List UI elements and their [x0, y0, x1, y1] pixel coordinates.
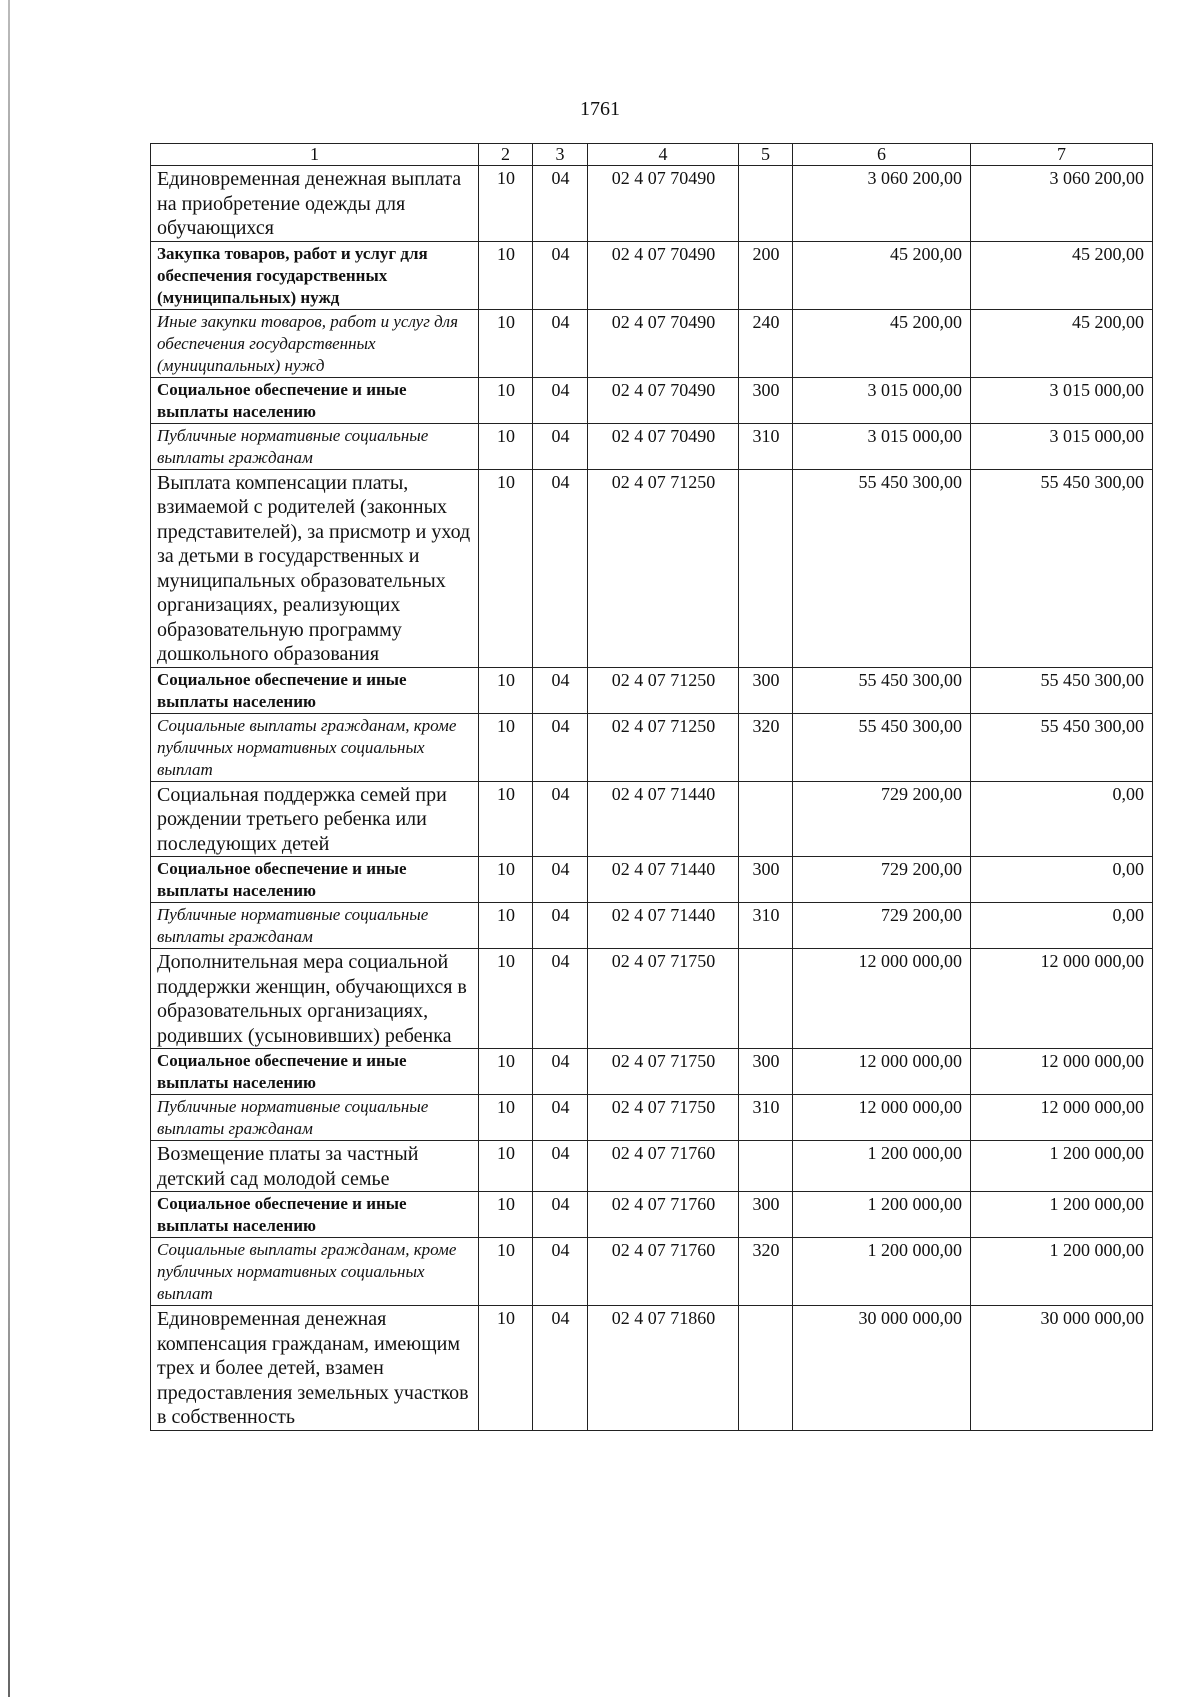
item-name: Социальное обеспечение и иные выплаты населению	[151, 667, 479, 713]
target-article-code: 02 4 07 71760	[588, 1192, 739, 1238]
amount-col7: 55 450 300,00	[971, 667, 1153, 713]
subsection-code: 04	[533, 1049, 588, 1095]
expense-type-code	[739, 949, 793, 1049]
amount-col6: 45 200,00	[793, 309, 971, 377]
table-row	[151, 713, 1153, 781]
subsection-code: 04	[533, 1306, 588, 1431]
section-code: 10	[479, 781, 533, 857]
amount-col7: 0,00	[971, 857, 1153, 903]
section-code: 10	[479, 667, 533, 713]
table-row	[151, 309, 1153, 377]
target-article-code: 02 4 07 70490	[588, 423, 739, 469]
amount-col6: 3 015 000,00	[793, 423, 971, 469]
table-row	[151, 1049, 1153, 1095]
subsection-code: 04	[533, 667, 588, 713]
subsection-code: 04	[533, 166, 588, 242]
table-row	[151, 949, 1153, 1049]
item-name: Социальное обеспечение и иные выплаты населению	[151, 377, 479, 423]
item-name: Социальное обеспечение и иные выплаты населению	[151, 1192, 479, 1238]
item-name: Возмещение платы за частный детский сад молодой семье	[151, 1141, 479, 1192]
expense-type-code: 320	[739, 713, 793, 781]
table-row	[151, 781, 1153, 857]
target-article-code: 02 4 07 71860	[588, 1306, 739, 1431]
amount-col6: 1 200 000,00	[793, 1238, 971, 1306]
section-code: 10	[479, 1141, 533, 1192]
header-cell: 1	[151, 144, 479, 166]
amount-col7: 55 450 300,00	[971, 469, 1153, 667]
amount-col6: 30 000 000,00	[793, 1306, 971, 1431]
header-cell: 4	[588, 144, 739, 166]
target-article-code: 02 4 07 70490	[588, 241, 739, 309]
amount-col6: 55 450 300,00	[793, 667, 971, 713]
expense-type-code: 300	[739, 1049, 793, 1095]
table-row	[151, 1095, 1153, 1141]
amount-col6: 45 200,00	[793, 241, 971, 309]
table-row	[151, 1238, 1153, 1306]
subsection-code: 04	[533, 1095, 588, 1141]
target-article-code: 02 4 07 71250	[588, 667, 739, 713]
subsection-code: 04	[533, 469, 588, 667]
item-name: Социальное обеспечение и иные выплаты населению	[151, 857, 479, 903]
subsection-code: 04	[533, 1141, 588, 1192]
amount-col7: 12 000 000,00	[971, 1095, 1153, 1141]
expense-type-code	[739, 166, 793, 242]
target-article-code: 02 4 07 71750	[588, 1049, 739, 1095]
expense-type-code: 200	[739, 241, 793, 309]
table-row	[151, 469, 1153, 667]
amount-col7: 3 015 000,00	[971, 377, 1153, 423]
section-code: 10	[479, 166, 533, 242]
subsection-code: 04	[533, 857, 588, 903]
section-code: 10	[479, 423, 533, 469]
amount-col7: 45 200,00	[971, 241, 1153, 309]
expense-type-code: 310	[739, 1095, 793, 1141]
subsection-code: 04	[533, 377, 588, 423]
budget-table	[150, 143, 1153, 1431]
item-name: Выплата компенсации платы, взимаемой с родителей (законных представителей), за присмотр и уход за детьми в государственных и муниципальных образовательных организациях, реализующих образовательную программу дошкольного образования	[151, 469, 479, 667]
scan-edge-shadow	[8, 0, 10, 1697]
target-article-code: 02 4 07 71750	[588, 949, 739, 1049]
subsection-code: 04	[533, 949, 588, 1049]
item-name: Социальная поддержка семей при рождении третьего ребенка или последующих детей	[151, 781, 479, 857]
amount-col7: 30 000 000,00	[971, 1306, 1153, 1431]
section-code: 10	[479, 949, 533, 1049]
table-row	[151, 423, 1153, 469]
amount-col7: 12 000 000,00	[971, 949, 1153, 1049]
header-cell: 7	[971, 144, 1153, 166]
item-name: Социальное обеспечение и иные выплаты населению	[151, 1049, 479, 1095]
header-row	[151, 144, 1153, 166]
table-row	[151, 857, 1153, 903]
amount-col7: 0,00	[971, 903, 1153, 949]
expense-type-code: 300	[739, 1192, 793, 1238]
section-code: 10	[479, 1238, 533, 1306]
item-name: Социальные выплаты гражданам, кроме публичных нормативных социальных выплат	[151, 713, 479, 781]
expense-type-code: 300	[739, 857, 793, 903]
subsection-code: 04	[533, 781, 588, 857]
amount-col7: 12 000 000,00	[971, 1049, 1153, 1095]
target-article-code: 02 4 07 71440	[588, 857, 739, 903]
table-row	[151, 241, 1153, 309]
section-code: 10	[479, 857, 533, 903]
amount-col6: 55 450 300,00	[793, 713, 971, 781]
target-article-code: 02 4 07 70490	[588, 377, 739, 423]
target-article-code: 02 4 07 71440	[588, 903, 739, 949]
amount-col7: 1 200 000,00	[971, 1238, 1153, 1306]
section-code: 10	[479, 309, 533, 377]
amount-col6: 3 060 200,00	[793, 166, 971, 242]
table-row	[151, 1141, 1153, 1192]
table-row	[151, 903, 1153, 949]
expense-type-code: 310	[739, 423, 793, 469]
item-name: Дополнительная мера социальной поддержки женщин, обучающихся в образовательных организациях, родивших (усыновивших) ребенка	[151, 949, 479, 1049]
amount-col7: 1 200 000,00	[971, 1141, 1153, 1192]
amount-col6: 729 200,00	[793, 857, 971, 903]
subsection-code: 04	[533, 423, 588, 469]
item-name: Публичные нормативные социальные выплаты гражданам	[151, 1095, 479, 1141]
section-code: 10	[479, 469, 533, 667]
subsection-code: 04	[533, 1238, 588, 1306]
expense-type-code	[739, 1306, 793, 1431]
section-code: 10	[479, 1306, 533, 1431]
amount-col6: 55 450 300,00	[793, 469, 971, 667]
expense-type-code	[739, 1141, 793, 1192]
header-cell: 3	[533, 144, 588, 166]
item-name: Закупка товаров, работ и услуг для обеспечения государственных (муниципальных) нужд	[151, 241, 479, 309]
section-code: 10	[479, 1095, 533, 1141]
target-article-code: 02 4 07 71760	[588, 1141, 739, 1192]
section-code: 10	[479, 377, 533, 423]
target-article-code: 02 4 07 70490	[588, 166, 739, 242]
section-code: 10	[479, 1192, 533, 1238]
amount-col7: 55 450 300,00	[971, 713, 1153, 781]
amount-col6: 3 015 000,00	[793, 377, 971, 423]
target-article-code: 02 4 07 71250	[588, 713, 739, 781]
item-name: Единовременная денежная компенсация гражданам, имеющим трех и более детей, взамен предоставления земельных участков в собственность	[151, 1306, 479, 1431]
header-cell: 2	[479, 144, 533, 166]
item-name: Публичные нормативные социальные выплаты гражданам	[151, 903, 479, 949]
section-code: 10	[479, 1049, 533, 1095]
target-article-code: 02 4 07 70490	[588, 309, 739, 377]
expense-type-code: 320	[739, 1238, 793, 1306]
amount-col7: 45 200,00	[971, 309, 1153, 377]
amount-col7: 1 200 000,00	[971, 1192, 1153, 1238]
item-name: Социальные выплаты гражданам, кроме публичных нормативных социальных выплат	[151, 1238, 479, 1306]
table-row	[151, 1192, 1153, 1238]
amount-col6: 729 200,00	[793, 781, 971, 857]
subsection-code: 04	[533, 903, 588, 949]
subsection-code: 04	[533, 713, 588, 781]
section-code: 10	[479, 241, 533, 309]
amount-col6: 729 200,00	[793, 903, 971, 949]
item-name: Публичные нормативные социальные выплаты гражданам	[151, 423, 479, 469]
expense-type-code: 240	[739, 309, 793, 377]
expense-type-code	[739, 469, 793, 667]
subsection-code: 04	[533, 1192, 588, 1238]
target-article-code: 02 4 07 71750	[588, 1095, 739, 1141]
item-name: Единовременная денежная выплата на приобретение одежды для обучающихся	[151, 166, 479, 242]
expense-type-code: 300	[739, 667, 793, 713]
header-cell: 5	[739, 144, 793, 166]
table-row	[151, 377, 1153, 423]
subsection-code: 04	[533, 241, 588, 309]
amount-col6: 12 000 000,00	[793, 1049, 971, 1095]
amount-col7: 0,00	[971, 781, 1153, 857]
table-row	[151, 1306, 1153, 1431]
expense-type-code: 310	[739, 903, 793, 949]
expense-type-code	[739, 781, 793, 857]
amount-col6: 12 000 000,00	[793, 1095, 971, 1141]
amount-col6: 1 200 000,00	[793, 1192, 971, 1238]
section-code: 10	[479, 713, 533, 781]
subsection-code: 04	[533, 309, 588, 377]
page-number: 1761	[580, 98, 620, 120]
amount-col6: 1 200 000,00	[793, 1141, 971, 1192]
expense-type-code: 300	[739, 377, 793, 423]
amount-col7: 3 060 200,00	[971, 166, 1153, 242]
target-article-code: 02 4 07 71440	[588, 781, 739, 857]
amount-col6: 12 000 000,00	[793, 949, 971, 1049]
item-name: Иные закупки товаров, работ и услуг для обеспечения государственных (муниципальных) нужд	[151, 309, 479, 377]
section-code: 10	[479, 903, 533, 949]
target-article-code: 02 4 07 71250	[588, 469, 739, 667]
amount-col7: 3 015 000,00	[971, 423, 1153, 469]
target-article-code: 02 4 07 71760	[588, 1238, 739, 1306]
table-row	[151, 166, 1153, 242]
table-row	[151, 667, 1153, 713]
header-cell: 6	[793, 144, 971, 166]
